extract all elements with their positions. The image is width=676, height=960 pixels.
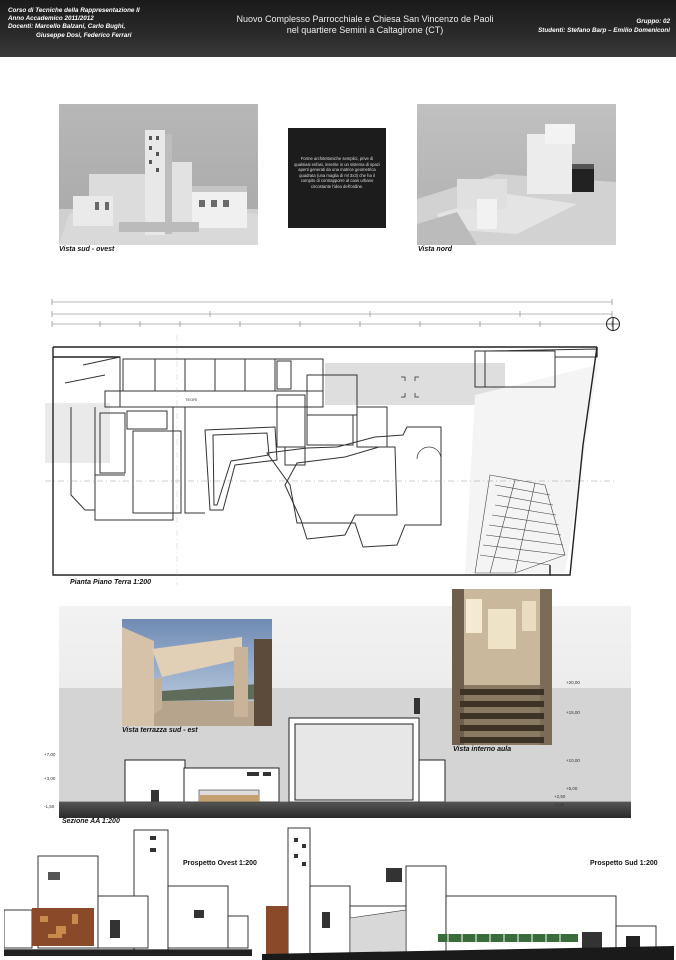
level-10: +10,00 [566,758,580,763]
west-elevation-drawing [4,826,252,956]
project-title-line2: nel quartiere Semini a Caltagirone (CT) [286,25,444,35]
levels-left [44,752,74,812]
level-2-50: +2,50 [554,794,566,799]
level-left-7: +7,00 [44,752,56,757]
level-5: +5,00 [566,786,578,791]
teachers-line1: Docenti: Marcello Balzani, Carlo Bughi, [8,23,126,31]
header-bar [0,0,676,57]
course-info [8,7,140,40]
render-north-view [417,104,616,245]
caption-sezione-aa: Sezione AA 1:200 [62,818,120,825]
north-arrow-icon [605,316,621,332]
academic-year: Anno Accademico 2011/2012 [8,15,94,23]
render-interior-view [452,589,552,745]
render-interior-image [452,589,552,745]
level-left-neg-1-50: -1,50 [44,804,55,809]
caption-vista-nord: Vista nord [418,246,452,253]
level-left-3: +3,00 [44,776,56,781]
ground-floor-plan [45,335,615,585]
course-name: Corso di Tecniche della Rappresentazione II [8,7,140,14]
caption-pianta-piano-terra: Pianta Piano Terra 1:200 [70,579,152,586]
caption-prospetto-sud: Prospetto Sud 1:200 [590,860,658,867]
group-label: Gruppo: 02 [636,18,670,25]
caption-vista-sud-ovest: Vista sud - ovest [59,246,115,253]
students-label: Studenti: Stefano Barp – Emilio Domeniconi [538,27,670,34]
render-terrace-image [122,619,272,726]
caption-vista-terrazza: Vista terrazza sud - est [122,727,198,734]
levels-right [554,680,606,807]
render-north-image [417,104,616,245]
dimension-lines [40,290,630,340]
project-title-line1: Nuovo Complesso Parrocchiale e Chiesa San Vincenzo de Paoli [236,14,494,24]
level-20: +20,00 [566,680,580,685]
plan-room-label: TEORI [185,397,198,402]
caption-vista-interno: Vista interno aula [453,746,512,753]
render-terrace-view [122,619,272,726]
render-southwest-view [59,104,258,245]
level-15: +15,00 [566,710,580,715]
project-title [220,14,510,36]
render-southwest-image [59,104,258,245]
caption-prospetto-ovest: Prospetto Ovest 1:200 [183,860,257,867]
concept-text-box: Forme architettoniche semplici, prive di qualsiasi enfasi, inserite in un sistema di spazi aperti generati da una matrice geometrica quadrata (una maglia di ml 3x3) che ha il compito di contrapporre al caos urbano circostante l'idea dell'ordine. [288,128,386,228]
teachers-line2: Giuseppe Dosi, Federico Ferrari [36,31,132,39]
level-neg-1-50: -1,50 [554,802,565,807]
south-elevation-drawing [262,826,674,960]
group-info [538,17,670,35]
